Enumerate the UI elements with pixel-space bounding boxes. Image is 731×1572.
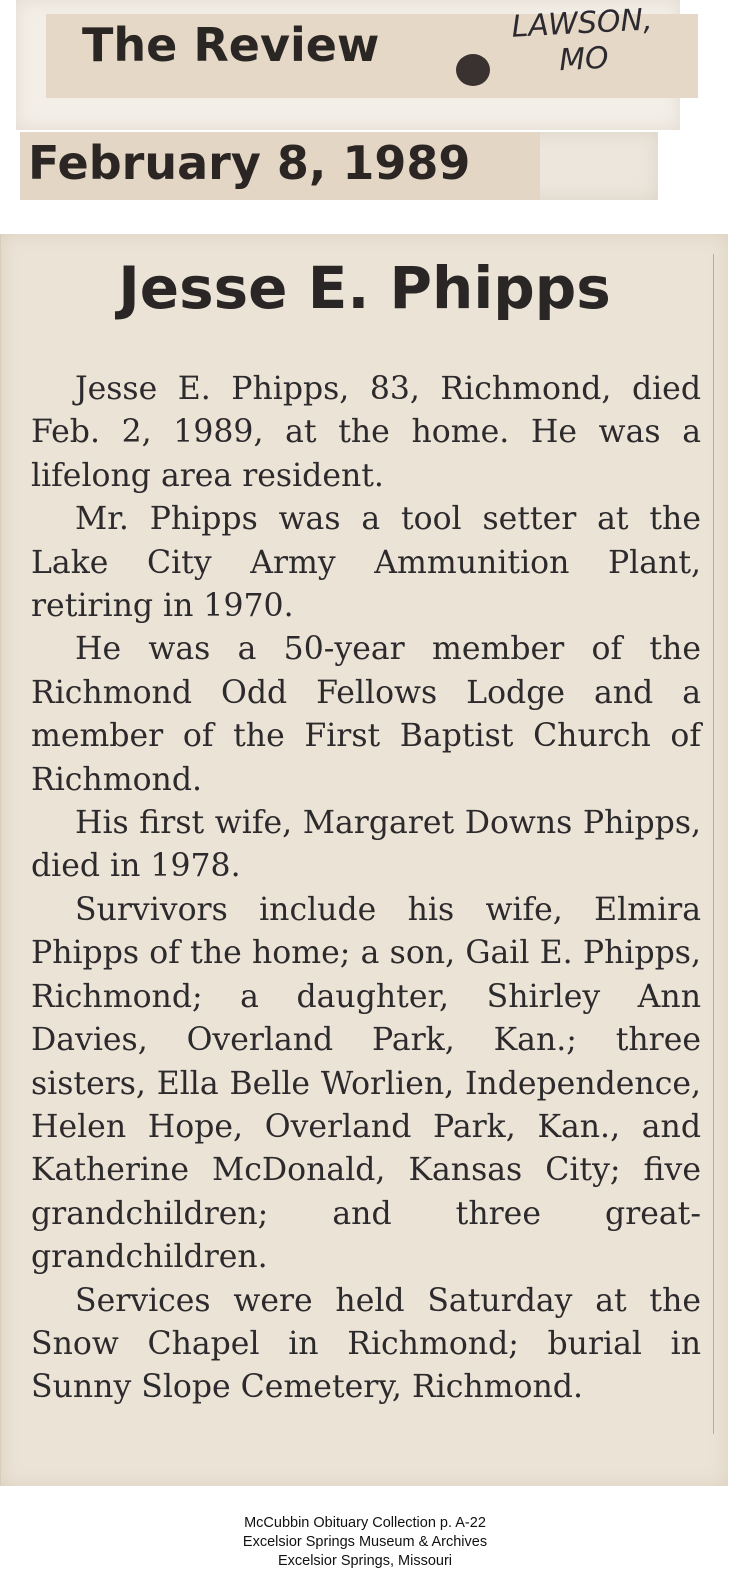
masthead-clipping [16,0,680,130]
date-clipping [20,132,658,200]
obituary-paragraph: His first wife, Margaret Downs Phipps, died in 1978. [31,805,701,885]
date-strip [20,132,540,200]
obituary-headline: Jesse E. Phipps [118,254,611,322]
column-rule [713,254,714,1434]
issue-date: February 8, 1989 [28,136,471,190]
obituary-paragraph: Jesse E. Phipps, 83, Richmond, died Feb. 2, 1989, at the home. He was a lifelong area resident. [31,371,701,494]
location-note-line1: LAWSON, [510,2,654,45]
obituary-paragraph: Mr. Phipps was a tool setter at the Lake City Army Ammunition Plant, retiring in 1970. [31,501,701,625]
obituary-paragraph: He was a 50-year member of the Richmond Odd Fellows Lodge and a member of the First Baptist Church of Richmond. [31,631,701,798]
collection-credit [130,1514,600,1571]
credit-line2: Excelsior Springs Museum & Archives [242,1534,488,1550]
obituary-paragraph: Survivors include his wife, Elmira Phipps of the home; a son, Gail E. Phipps, Richmond; a daughter, Shirley Ann Davies, Overland Park, Kan.; three sisters, Ella Belle Worlien, Independence, Helen Hope, Overland Park, Kan., and Katherine McDonald, Kansas City; five grandchildren; and three great-grandchildren. [31,891,701,1276]
newspaper-name: The Review [82,18,380,72]
obituary-body [31,368,701,1410]
obituary-clipping [0,234,728,1486]
handwritten-location-note [476,1,689,84]
location-note-line2: MO [558,40,610,79]
credit-line3: Excelsior Springs, Missouri [277,1553,453,1569]
obituary-paragraph: Services were held Saturday at the Snow Chapel in Richmond; burial in Sunny Slope Cemetery, Richmond. [31,1282,701,1406]
credit-line1: McCubbin Obituary Collection p. A-22 [244,1515,486,1531]
